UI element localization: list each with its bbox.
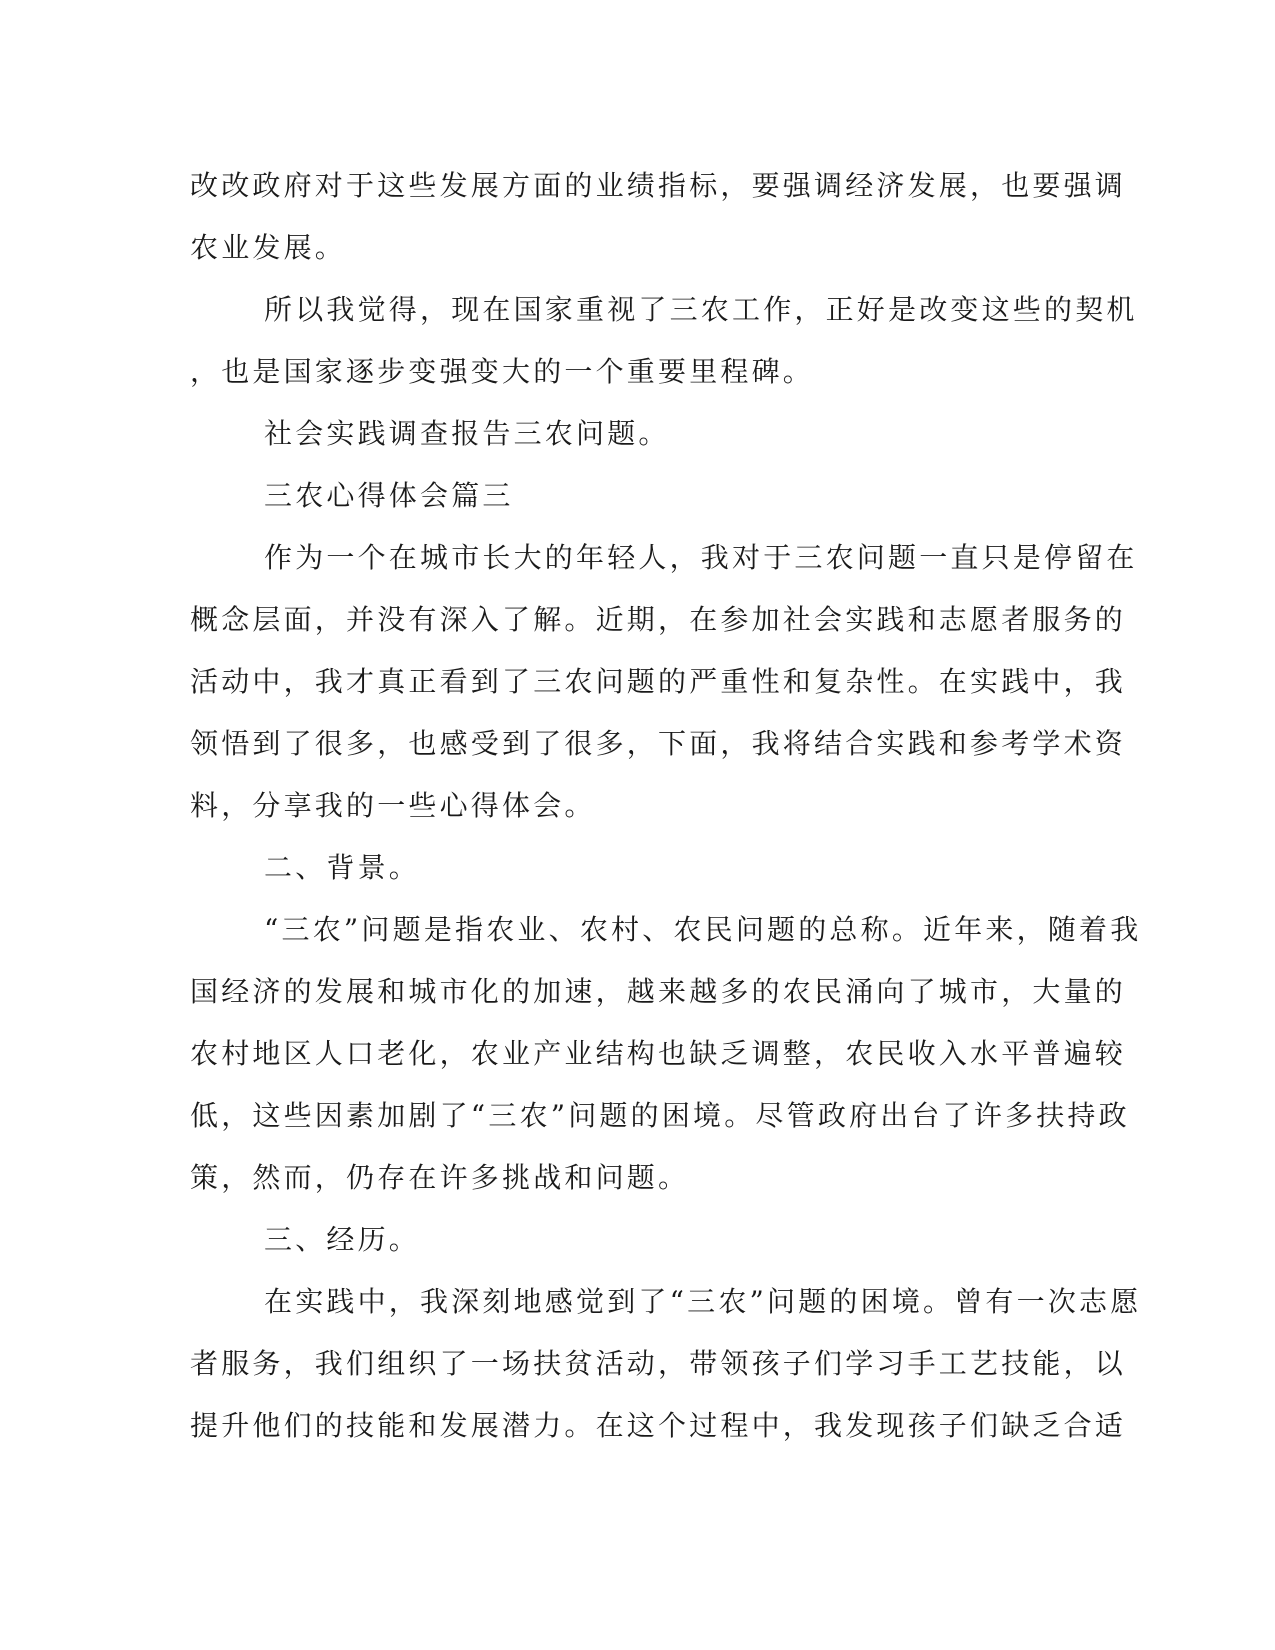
text-line: 低，这些因素加剧了“三农”问题的困境。尽管政府出台了许多扶持政 bbox=[190, 1099, 1130, 1132]
text-line: 农村地区人口老化，农业产业结构也缺乏调整，农民收入水平普遍较 bbox=[190, 1037, 1127, 1070]
text-line: 改改政府对于这些发展方面的业绩指标，要强调经济发展，也要强调 bbox=[190, 169, 1127, 202]
text-line: “三农”问题是指农业、农村、农民问题的总称。近年来，随着我 bbox=[264, 913, 1142, 946]
text-line: 作为一个在城市长大的年轻人，我对于三农问题一直只是停留在 bbox=[264, 541, 1138, 574]
text-line: ，也是国家逐步变强变大的一个重要里程碑。 bbox=[190, 355, 815, 388]
text-line: 活动中，我才真正看到了三农问题的严重性和复杂性。在实践中，我 bbox=[190, 665, 1127, 698]
text-line: 者服务，我们组织了一场扶贫活动，带领孩子们学习手工艺技能，以 bbox=[190, 1347, 1127, 1380]
text-line: 料，分享我的一些心得体会。 bbox=[190, 789, 596, 822]
text-line: 在实践中，我深刻地感觉到了“三农”问题的困境。曾有一次志愿 bbox=[264, 1285, 1142, 1318]
section-heading: 三、经历。 bbox=[264, 1223, 421, 1256]
text-line: 策，然而，仍存在许多挑战和问题。 bbox=[190, 1161, 690, 1194]
section-heading: 三农心得体会篇三 bbox=[264, 479, 514, 512]
text-line: 国经济的发展和城市化的加速，越来越多的农民涌向了城市，大量的 bbox=[190, 975, 1127, 1008]
document-body bbox=[190, 155, 1142, 1457]
section-heading: 二、背景。 bbox=[264, 851, 421, 884]
text-line: 农业发展。 bbox=[190, 231, 347, 264]
text-line: 提升他们的技能和发展潜力。在这个过程中，我发现孩子们缺乏合适 bbox=[190, 1409, 1127, 1442]
text-line: 概念层面，并没有深入了解。近期，在参加社会实践和志愿者服务的 bbox=[190, 603, 1127, 636]
text-line: 社会实践调查报告三农问题。 bbox=[264, 417, 670, 450]
text-line: 所以我觉得，现在国家重视了三农工作，正好是改变这些的契机 bbox=[264, 293, 1138, 326]
text-line: 领悟到了很多，也感受到了很多，下面，我将结合实践和参考学术资 bbox=[190, 727, 1127, 760]
